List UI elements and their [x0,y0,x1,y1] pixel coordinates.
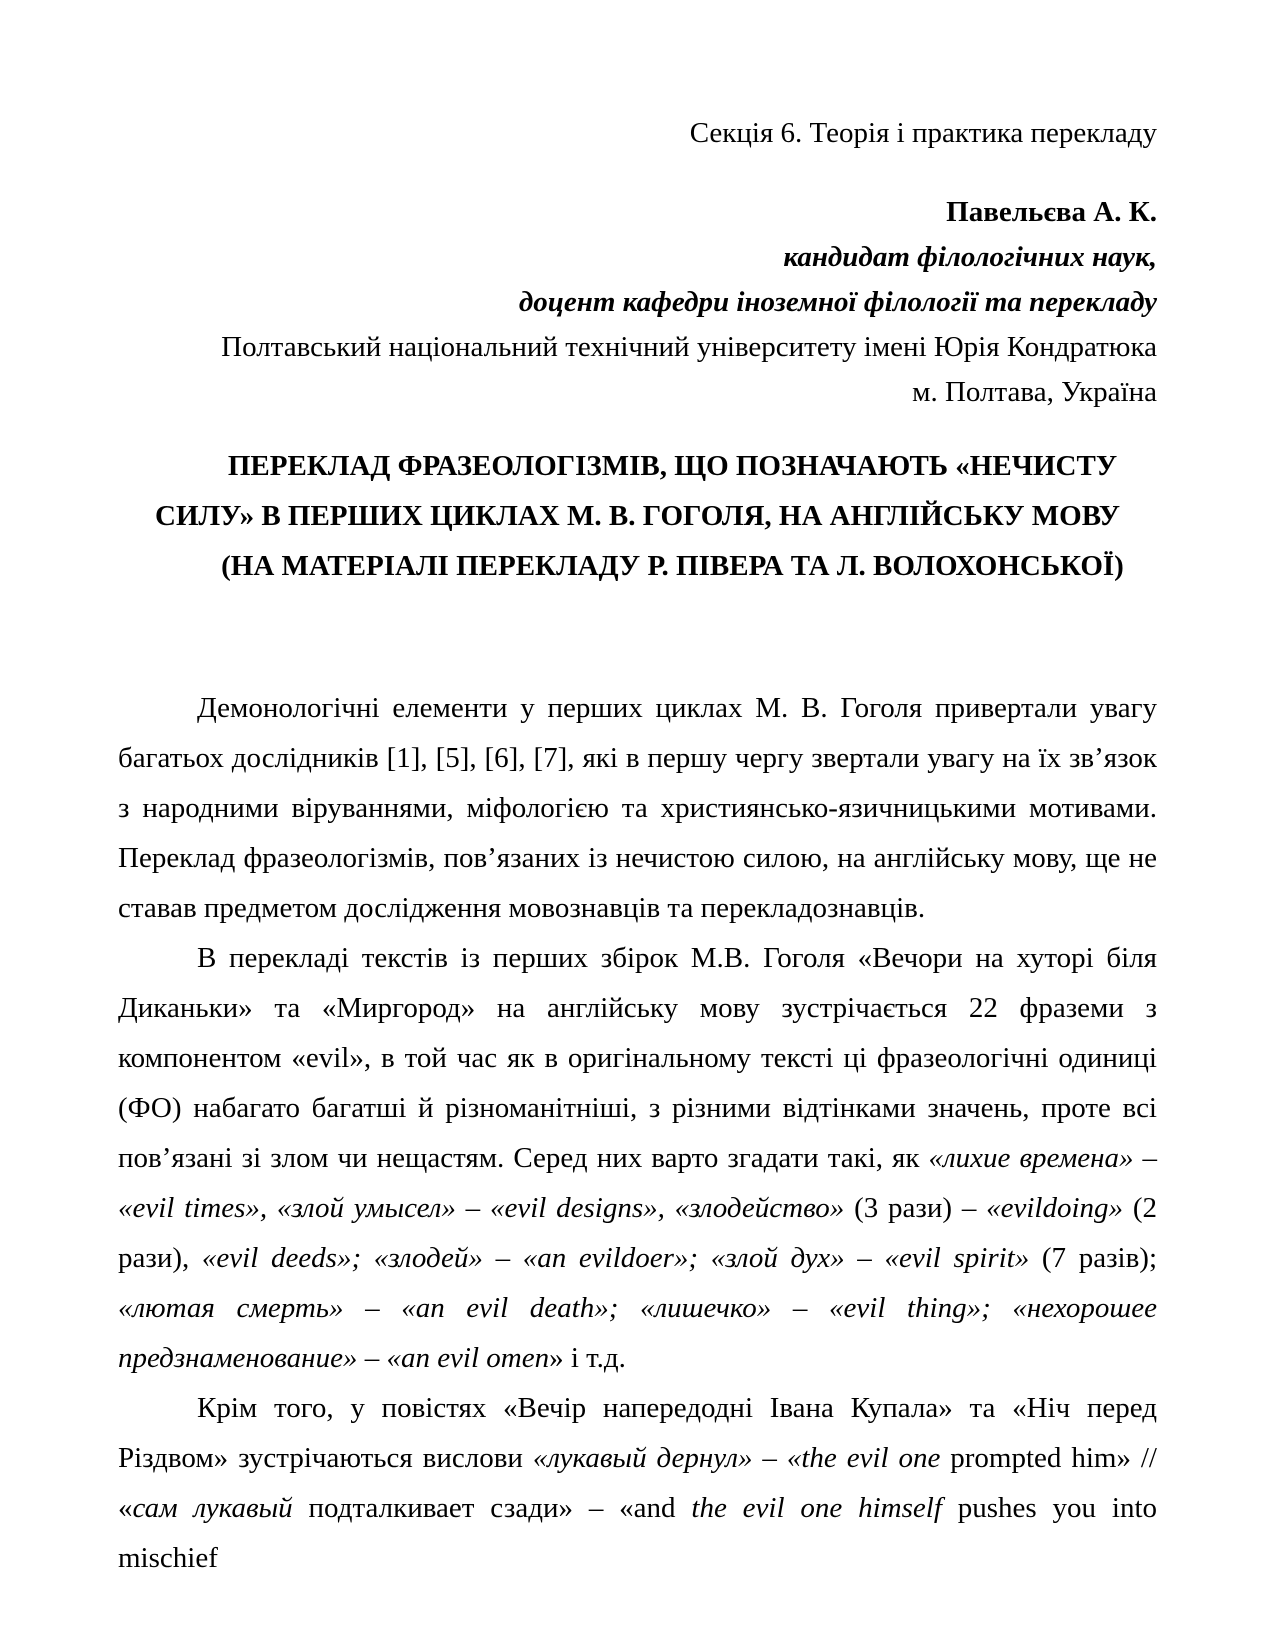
paragraph: Крім того, у повістях «Вечір напередодні Івана Купала» та «Ніч перед Різдвом» зустрічаються вислови «лукавый дернул» – «the evil one prompted him» // «сам лукавый подталкивает сзади» – «and the evil one himself pushes you into mischief [118,1392,1157,1574]
paragraph: Демонологічні елементи у перших циклах М. В. Гоголя привертали увагу багатьох дослідників [1], [5], [6], [7], які в першу чергу звертали увагу на їх зв’язок з народними віруваннями, міфологією та християнсько-язичницькими мотивами. Переклад фразеологізмів, пов’язаних із нечистою силою, на англійську мову, ще не ставав предметом дослідження мовознавців та перекладознавців. [118,692,1157,924]
article-title-line: ПЕРЕКЛАД ФРАЗЕОЛОГІЗМІВ, ЩО ПОЗНАЧАЮТЬ «НЕЧИСТУ [227,450,1118,482]
author-position: доцент кафедри іноземної філології та перекладу [518,286,1157,318]
author-affiliation: Полтавський національний технічний університету імені Юрія Кондратюка [221,331,1157,363]
author-name: Павельєва А. К. [946,196,1157,228]
article-body [118,683,1157,1583]
section-heading: Секція 6. Теорія і практика перекладу [689,117,1157,149]
article-title [118,441,1157,591]
author-block [118,190,1157,415]
article-title-line: (НА МАТЕРІАЛІ ПЕРЕКЛАДУ Р. ПІВЕРА ТА Л. ВОЛОХОНСЬКОЇ) [221,550,1124,582]
author-location: м. Полтава, Україна [912,376,1157,408]
article-title-line: СИЛУ» В ПЕРШИХ ЦИКЛАХ М. В. ГОГОЛЯ, НА АНГЛІЙСЬКУ МОВУ [155,500,1120,532]
author-degree: кандидат філологічних наук, [783,241,1157,273]
paragraph: В перекладі текстів із перших збірок М.В. Гоголя «Вечори на хуторі біля Диканьки» та «Миргород» на англійську мову зустрічається 22 фраземи з компонентом «evil», в той час як в оригінальному тексті ці фразеологічні одиниці (ФО) набагато багатші й різноманітніші, з різними відтінками значень, проте всі пов’язані зі злом чи нещастям. Серед них варто згадати такі, як «лихие времена» – «evil times», «злой умысел» – «evil designs», «злодейство» (3 рази) – «evildoing» (2 рази), «evil deeds»; «злодей» – «an evildoer»; «злой дух» – «evil spirit» (7 разів); «лютая смерть» – «an evil death»; «лишечко» – «evil thing»; «нехорошее предзнаменование» – «an evil omen» і т.д. [118,942,1158,1374]
